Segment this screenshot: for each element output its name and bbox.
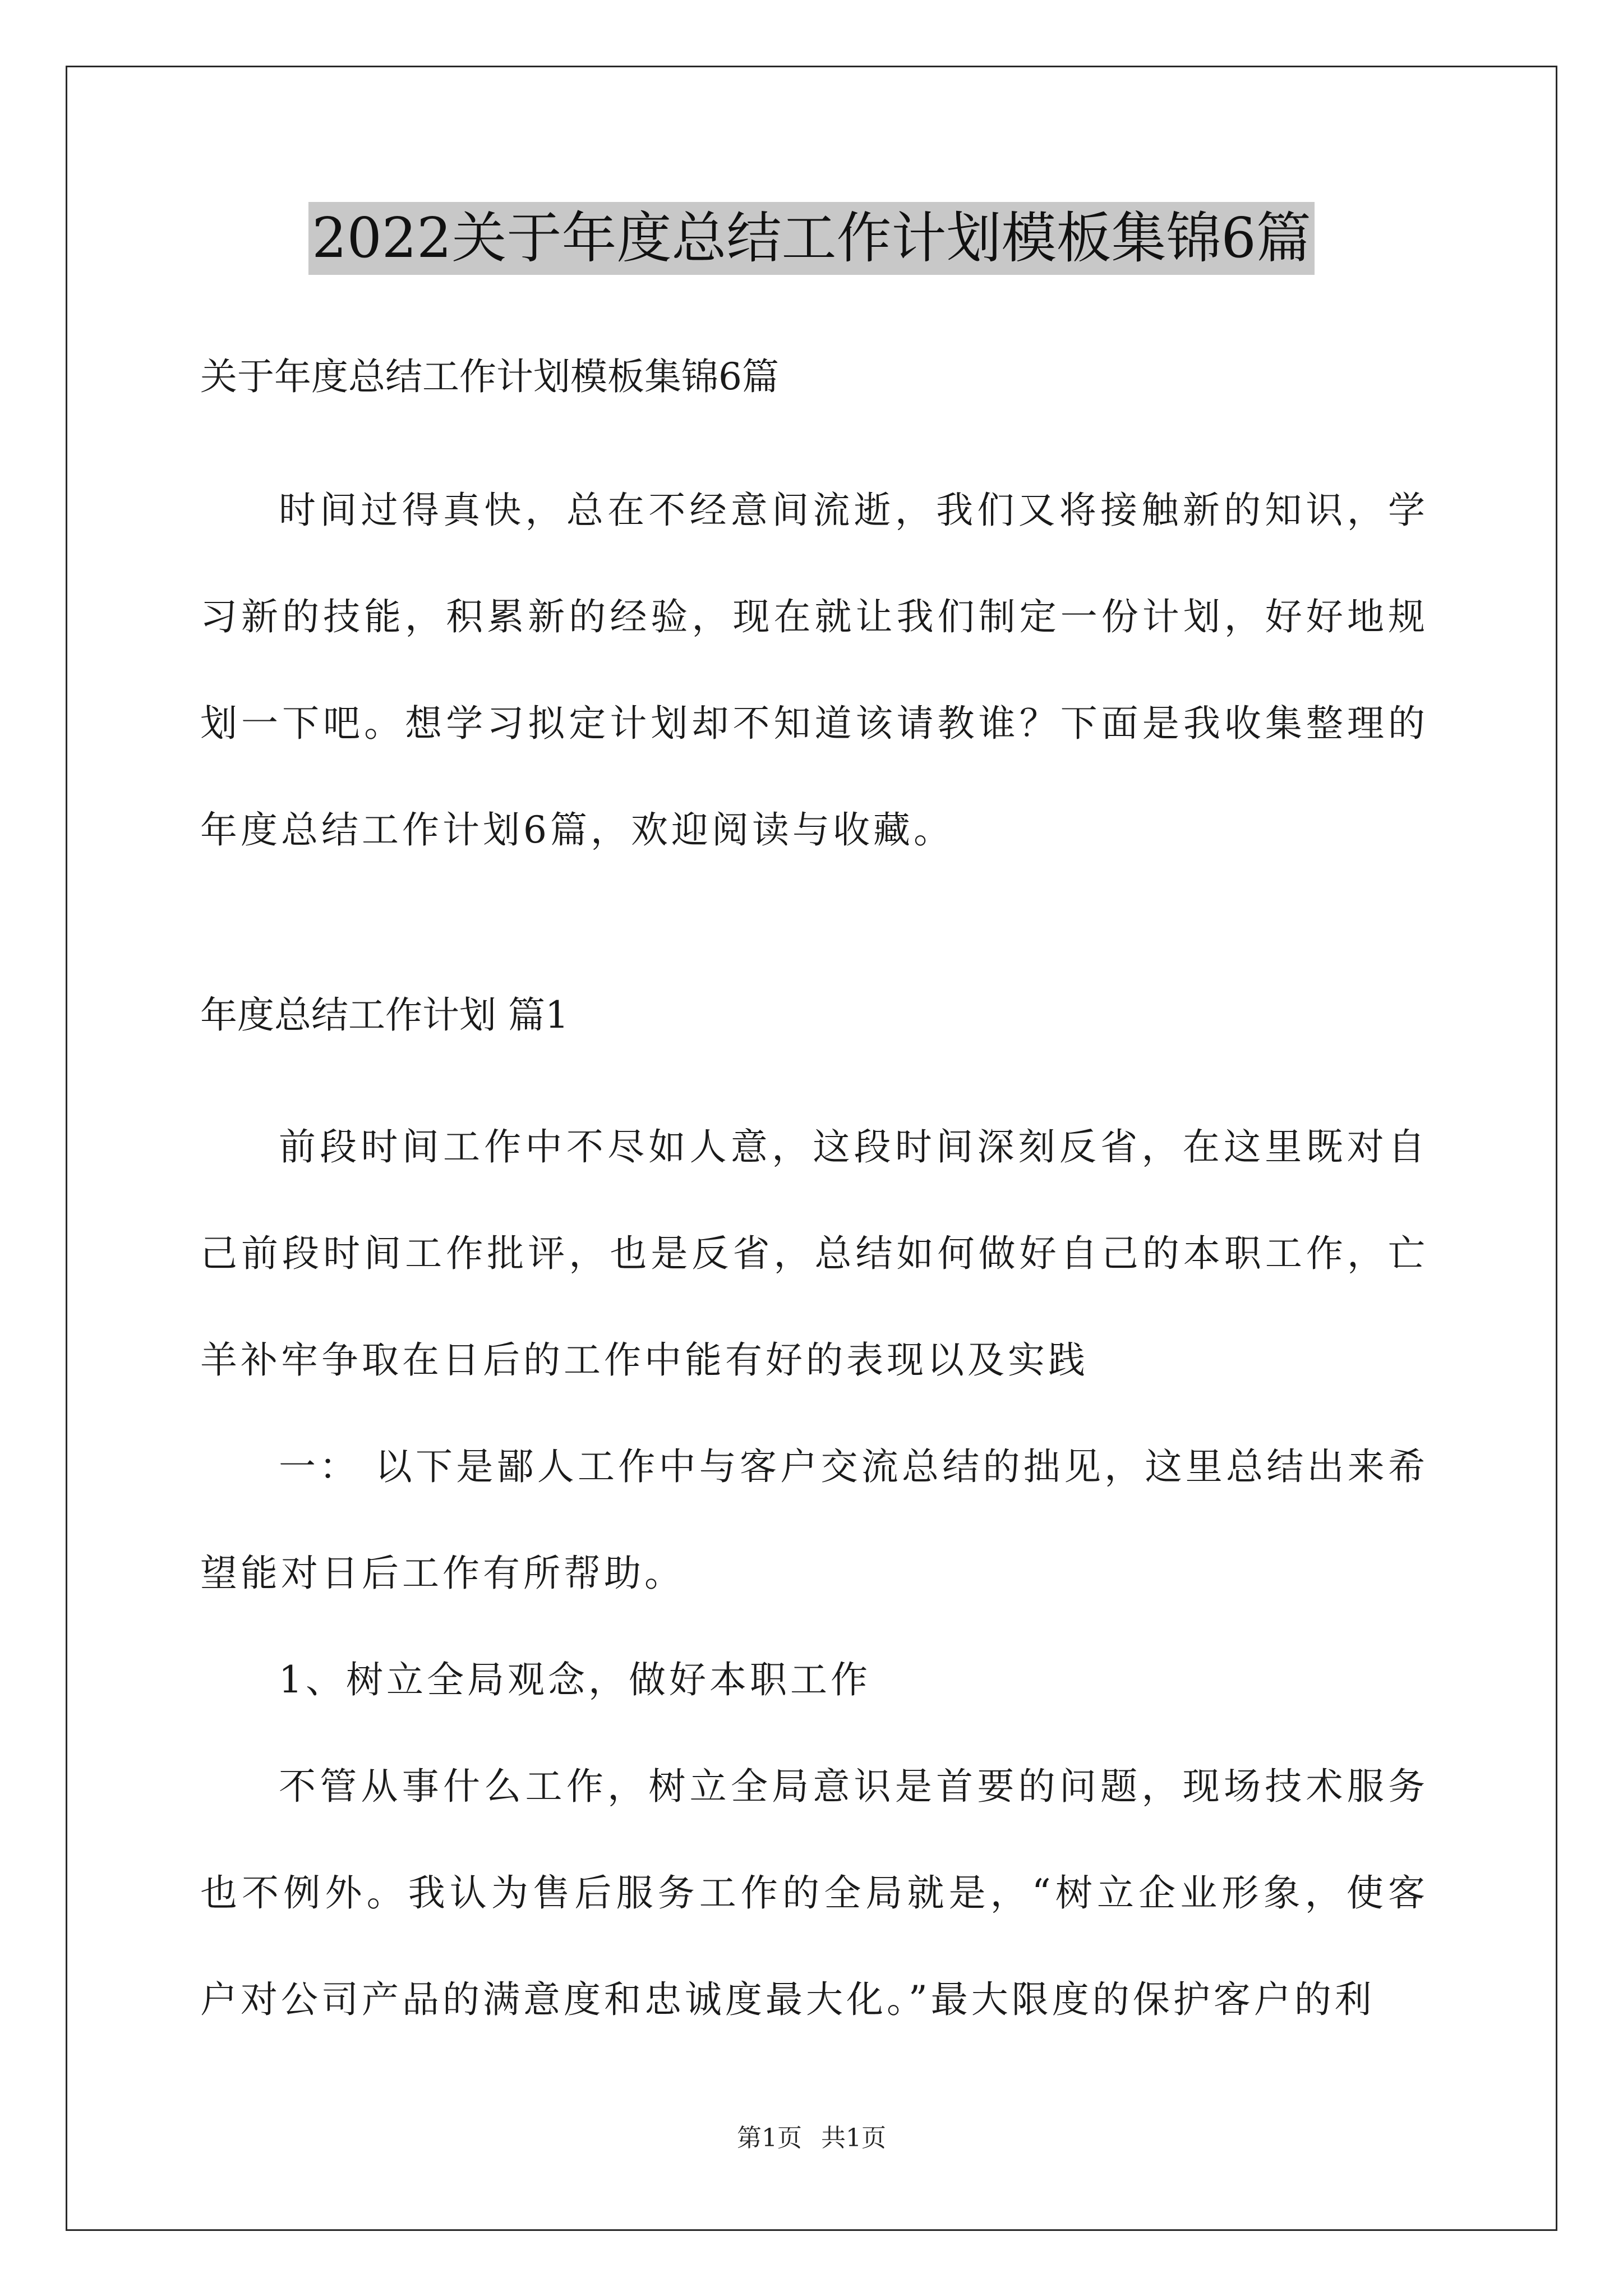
section-heading: 年度总结工作计划 篇1 [200,993,569,1037]
intro-paragraph: 时间过得真快，总在不经意间流逝，我们又将接触新的知识，学习新的技能，积累新的经验，现在就让我们制定一份计划，好好地规划一下吧。想学习拟定计划却不知道该请教谁？下面是我收集整理的年度总结工作计划6篇，欢迎阅读与收藏。 [200,489,1428,852]
paragraph-2: 一： 以下是鄙人工作中与客户交流总结的拙见，这里总结出来希望能对日后工作有所帮助。 [200,1445,1428,1595]
paragraph-4: 不管从事什么工作，树立全局意识是首要的问题，现场技术服务也不例外。我认为售后服务工作的全局就是，“树立企业形象，使客户对公司产品的满意度和忠诚度最大化。”最大限度的保护客户的利 [200,1765,1428,2021]
page-number: 第1页 [737,2124,802,2152]
paragraph-1: 前段时间工作中不尽如人意，这段时间深刻反省，在这里既对自己前段时间工作批评，也是反省，总结如何做好自己的本职工作，亡羊补牢争取在日后的工作中能有好的表现以及实践 [200,1125,1428,1382]
page-total: 共1页 [821,2124,886,2152]
document-subtitle: 关于年度总结工作计划模板集锦6篇 [200,355,779,398]
document-title: 2022关于年度总结工作计划模板集锦6篇 [308,202,1315,275]
page-footer [0,2122,1623,2155]
title-container [0,202,1623,275]
paragraph-3: 1、树立全局观念，做好本职工作 [279,1658,871,1701]
